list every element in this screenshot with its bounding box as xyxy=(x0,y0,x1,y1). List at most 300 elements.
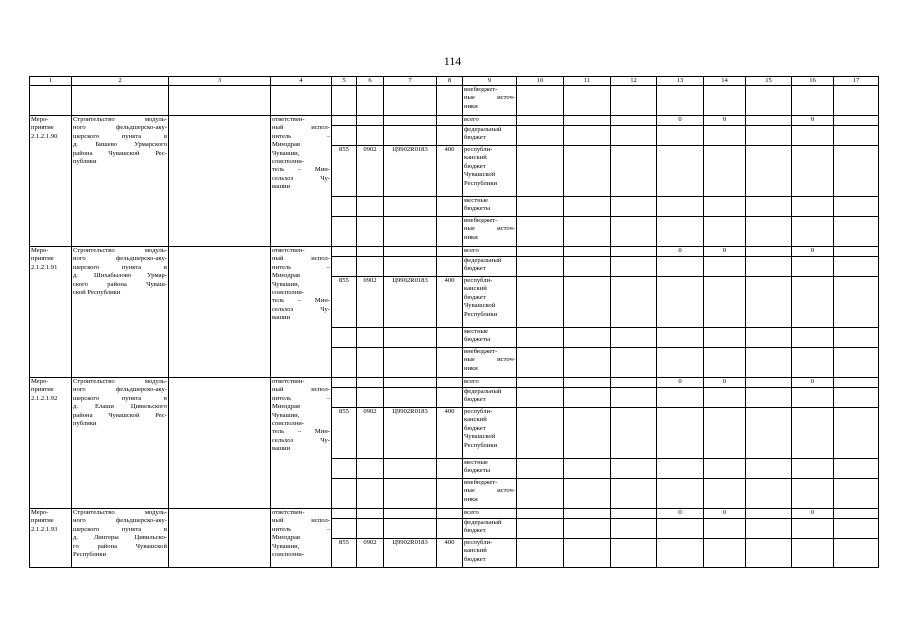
measure-name xyxy=(72,509,169,568)
col-header-5: 5 xyxy=(332,77,357,86)
text-line: внебюджет- xyxy=(464,479,498,486)
cell-empty xyxy=(746,328,792,348)
cell-empty xyxy=(746,116,792,126)
cell-empty xyxy=(611,479,657,509)
text-line: ответствен- xyxy=(272,378,305,385)
amount-col-13: 0 xyxy=(657,509,704,519)
funding-source-cell xyxy=(463,116,517,126)
cell-empty xyxy=(834,257,879,277)
text-line: ники xyxy=(464,233,478,241)
cell-empty xyxy=(332,509,357,519)
cell-empty xyxy=(834,348,879,378)
col-header-11: 11 xyxy=(564,77,611,86)
text-line: нитель – xyxy=(272,263,330,271)
text-line: шерского пункта в xyxy=(73,263,167,271)
cell-empty xyxy=(357,519,384,539)
text-line: шерского пункта в xyxy=(73,132,167,140)
cell-empty xyxy=(332,328,357,348)
cell-empty xyxy=(746,479,792,509)
cell-empty xyxy=(746,348,792,378)
cell-empty xyxy=(611,459,657,479)
funding-source-cell xyxy=(463,388,517,408)
text-line: бюджеты xyxy=(464,205,491,213)
cell-empty xyxy=(357,126,384,146)
text-line: Строительство модуль- xyxy=(73,509,167,516)
text-line: ники xyxy=(464,364,478,372)
text-line: всего xyxy=(464,378,479,385)
budget-code-c8: 400 xyxy=(437,277,463,328)
cell-empty xyxy=(611,146,657,197)
cell-empty xyxy=(657,197,704,217)
funding-source-cell xyxy=(463,519,517,539)
cell-empty xyxy=(517,378,564,388)
text-line: ные источ- xyxy=(464,487,515,495)
cell-empty xyxy=(792,459,834,479)
cell-empty xyxy=(792,348,834,378)
cell-empty xyxy=(834,146,879,197)
cell-empty xyxy=(792,539,834,568)
text-line: всего xyxy=(464,116,479,123)
text-line: ответствен- xyxy=(272,116,305,123)
text-line: внебюджет- xyxy=(464,348,498,355)
cell-empty xyxy=(332,519,357,539)
col-header-7: 7 xyxy=(384,77,437,86)
cell-empty xyxy=(657,257,704,277)
cell-empty xyxy=(834,408,879,459)
cell-empty xyxy=(437,519,463,539)
funding-source-cell xyxy=(463,348,517,378)
text-line: всего xyxy=(464,509,479,516)
cell-empty xyxy=(357,328,384,348)
cell-empty xyxy=(517,459,564,479)
text-line: республи- xyxy=(464,539,493,546)
cell-empty xyxy=(746,539,792,568)
cell-empty xyxy=(332,348,357,378)
cell-empty xyxy=(657,388,704,408)
text-line: нитель – xyxy=(272,394,330,402)
text-line: Чувашской xyxy=(464,171,496,179)
text-line: Чувашии, xyxy=(272,149,300,157)
cell-empty xyxy=(834,86,879,116)
cell-empty xyxy=(704,126,746,146)
cell-empty xyxy=(564,116,611,126)
cell-empty xyxy=(564,247,611,257)
measure-name xyxy=(72,247,169,378)
text-line: федеральный xyxy=(464,388,502,395)
cell-empty xyxy=(384,388,437,408)
text-line: канский xyxy=(464,416,487,424)
text-line: республи- xyxy=(464,146,493,153)
cell-empty xyxy=(704,86,746,116)
cell-empty xyxy=(792,408,834,459)
text-line: Строительство модуль- xyxy=(73,116,167,123)
cell-empty xyxy=(357,86,384,116)
cell-empty xyxy=(517,388,564,408)
cell-empty xyxy=(332,86,357,116)
text-line: го района Чувашской xyxy=(73,542,167,550)
cell-empty xyxy=(657,348,704,378)
cell-empty xyxy=(517,257,564,277)
measure-name xyxy=(72,378,169,509)
text-line: 2.1.2.1.93 xyxy=(31,525,58,533)
text-line: Минздрав xyxy=(272,272,301,280)
cell-empty xyxy=(357,197,384,217)
cell-empty xyxy=(746,459,792,479)
header-row xyxy=(30,77,879,86)
funding-source-cell xyxy=(463,459,517,479)
funding-source-cell xyxy=(463,197,517,217)
text-line: бюджет xyxy=(464,134,486,142)
budget-code-c5: 855 xyxy=(332,408,357,459)
text-line: шерского пункта в xyxy=(73,525,167,533)
cell-empty xyxy=(657,539,704,568)
text-line: канский xyxy=(464,285,487,293)
cell-empty xyxy=(611,257,657,277)
cell-empty xyxy=(564,459,611,479)
budget-code-c5: 855 xyxy=(332,146,357,197)
cell-empty xyxy=(517,277,564,328)
text-line: бюджет xyxy=(464,162,486,170)
budget-code-c7: Ц9902R0183 xyxy=(384,277,437,328)
cell-empty xyxy=(704,479,746,509)
cell-empty xyxy=(332,378,357,388)
budget-code-c6: 0902 xyxy=(357,539,384,568)
cell-empty xyxy=(746,388,792,408)
text-line: вашии xyxy=(272,314,291,322)
funding-source-cell xyxy=(463,247,517,257)
text-line: тель – Мин- xyxy=(272,166,330,174)
amount-col-14: 0 xyxy=(704,116,746,126)
cell-empty xyxy=(704,277,746,328)
cell-empty xyxy=(437,116,463,126)
funding-source-cell xyxy=(463,328,517,348)
measure-executor xyxy=(271,378,332,509)
cell-empty xyxy=(746,146,792,197)
text-line: д. Лингеры Цивильско- xyxy=(73,534,167,542)
cell-empty xyxy=(611,116,657,126)
text-line: Чувашии, xyxy=(272,411,300,419)
cell-empty xyxy=(437,217,463,247)
text-line: вашии xyxy=(272,445,291,453)
measure-name xyxy=(72,116,169,247)
text-line: сельхоз Чу- xyxy=(272,436,330,444)
cell-empty xyxy=(704,328,746,348)
col-header-8: 8 xyxy=(437,77,463,86)
cell-empty xyxy=(517,348,564,378)
amount-col-13: 0 xyxy=(657,116,704,126)
cell-empty xyxy=(437,378,463,388)
amount-col-16: 0 xyxy=(792,378,834,388)
cell-empty xyxy=(746,217,792,247)
cell-empty xyxy=(792,217,834,247)
text-line: бюджеты xyxy=(464,336,491,344)
cell-empty xyxy=(357,378,384,388)
col-header-17: 17 xyxy=(834,77,879,86)
text-line: республи- xyxy=(464,408,493,415)
cell-empty xyxy=(357,247,384,257)
cell-empty xyxy=(657,86,704,116)
cell-empty xyxy=(792,126,834,146)
cell-empty xyxy=(384,197,437,217)
text-line: д. Шихабылово Урмар- xyxy=(73,272,167,280)
cell-empty xyxy=(332,217,357,247)
cell-empty xyxy=(704,519,746,539)
cell-empty xyxy=(437,126,463,146)
cell-empty xyxy=(834,247,879,257)
col-header-10: 10 xyxy=(517,77,564,86)
text-line: ный испол- xyxy=(272,386,330,394)
measure-executor xyxy=(271,116,332,247)
cell-empty xyxy=(437,328,463,348)
cell-empty xyxy=(657,328,704,348)
measure-executor xyxy=(271,247,332,378)
text-line: нитель – xyxy=(272,132,330,140)
text-line: приятие xyxy=(31,386,54,394)
text-line: д. Бишево Урмарского xyxy=(73,141,167,149)
amount-col-14: 0 xyxy=(704,247,746,257)
cell-empty xyxy=(564,479,611,509)
text-line: вашии xyxy=(272,183,291,191)
funding-source-cell xyxy=(463,257,517,277)
cell-empty xyxy=(169,86,271,116)
text-line: Строительство модуль- xyxy=(73,378,167,385)
cell-empty xyxy=(792,86,834,116)
cell-empty xyxy=(384,86,437,116)
text-line: сельхоз Чу- xyxy=(272,174,330,182)
col-header-2: 2 xyxy=(72,77,169,86)
cell-empty xyxy=(517,479,564,509)
cell-empty xyxy=(564,277,611,328)
text-line: ники xyxy=(464,102,478,110)
text-line: приятие xyxy=(31,255,54,263)
cell-empty xyxy=(704,348,746,378)
cell-empty xyxy=(611,539,657,568)
cell-empty xyxy=(517,408,564,459)
col-header-9: 9 xyxy=(463,77,517,86)
cell-empty xyxy=(437,509,463,519)
col-header-1: 1 xyxy=(30,77,72,86)
cell-empty xyxy=(332,116,357,126)
col-header-12: 12 xyxy=(611,77,657,86)
text-line: соисполни- xyxy=(272,551,304,559)
text-line: тель – Мин- xyxy=(272,297,330,305)
text-line: публики xyxy=(73,420,97,428)
cell-empty xyxy=(384,328,437,348)
cell-empty xyxy=(704,217,746,247)
text-line: канский xyxy=(464,154,487,162)
cell-empty xyxy=(169,509,271,568)
cell-empty xyxy=(564,408,611,459)
text-line: ного фельдшерско-аку- xyxy=(73,255,167,263)
cell-empty xyxy=(564,509,611,519)
text-line: Чувашии, xyxy=(272,280,300,288)
cell-empty xyxy=(611,277,657,328)
measure-id xyxy=(30,247,72,378)
cell-empty xyxy=(384,519,437,539)
text-line: тель – Мин- xyxy=(272,428,330,436)
cell-empty xyxy=(834,539,879,568)
text-line: ской Республики xyxy=(73,289,121,297)
text-line: бюджет xyxy=(464,424,486,432)
col-header-16: 16 xyxy=(792,77,834,86)
text-line: района Чувашской Рес- xyxy=(73,411,167,419)
cell-empty xyxy=(564,217,611,247)
cell-empty xyxy=(611,247,657,257)
text-line: ного фельдшерско-аку- xyxy=(73,386,167,394)
text-line: ные источ- xyxy=(464,94,515,102)
budget-code-c7: Ц9902R0183 xyxy=(384,539,437,568)
cell-empty xyxy=(611,408,657,459)
text-line: 2.1.2.1.90 xyxy=(31,132,58,140)
text-line: внебюджет- xyxy=(464,217,498,224)
cell-empty xyxy=(437,257,463,277)
budget-code-c7: Ц9902R0183 xyxy=(384,146,437,197)
cell-empty xyxy=(517,509,564,519)
cell-empty xyxy=(792,479,834,509)
budget-code-c5: 855 xyxy=(332,277,357,328)
text-line: 2.1.2.1.92 xyxy=(31,394,58,402)
cell-empty xyxy=(657,217,704,247)
cell-empty xyxy=(384,348,437,378)
budget-code-c6: 0902 xyxy=(357,408,384,459)
text-line: канский xyxy=(464,547,487,555)
cell-empty xyxy=(564,86,611,116)
cell-empty xyxy=(611,519,657,539)
text-line: соисполни- xyxy=(272,289,304,297)
text-line: Чувашской xyxy=(464,433,496,441)
text-line: бюджет xyxy=(464,555,486,563)
cell-empty xyxy=(704,388,746,408)
col-header-3: 3 xyxy=(169,77,271,86)
cell-empty xyxy=(611,378,657,388)
col-header-14: 14 xyxy=(704,77,746,86)
cell-empty xyxy=(384,257,437,277)
cell-empty xyxy=(384,459,437,479)
cell-empty xyxy=(72,86,169,116)
amount-col-14: 0 xyxy=(704,378,746,388)
cell-empty xyxy=(746,408,792,459)
cell-empty xyxy=(564,348,611,378)
text-line: ный испол- xyxy=(272,517,330,525)
cell-empty xyxy=(332,459,357,479)
cell-empty xyxy=(792,146,834,197)
cell-empty xyxy=(657,146,704,197)
cell-empty xyxy=(746,197,792,217)
cell-empty xyxy=(834,126,879,146)
cell-empty xyxy=(704,459,746,479)
text-line: бюджеты xyxy=(464,467,491,475)
funding-source-cell xyxy=(463,126,517,146)
amount-col-13: 0 xyxy=(657,378,704,388)
text-line: бюджет xyxy=(464,265,486,273)
budget-code-c7: Ц9902R0183 xyxy=(384,408,437,459)
funding-source-cell xyxy=(463,479,517,509)
text-line: республи- xyxy=(464,277,493,284)
text-line: Республики xyxy=(464,441,498,449)
text-line: соисполни- xyxy=(272,158,304,166)
cell-empty xyxy=(792,519,834,539)
text-line: нитель – xyxy=(272,525,330,533)
text-line: приятие xyxy=(31,124,54,132)
cell-empty xyxy=(357,257,384,277)
cell-empty xyxy=(657,277,704,328)
page-number: 114 xyxy=(443,54,462,68)
cell-empty xyxy=(746,277,792,328)
amount-col-16: 0 xyxy=(792,116,834,126)
cell-empty xyxy=(792,257,834,277)
text-line: всего xyxy=(464,247,479,254)
cell-empty xyxy=(437,388,463,408)
cell-empty xyxy=(792,197,834,217)
text-line: ные источ- xyxy=(464,225,515,233)
text-line: 2.1.2.1.91 xyxy=(31,263,58,271)
cell-empty xyxy=(657,519,704,539)
funding-source-cell xyxy=(463,146,517,197)
cell-empty xyxy=(704,257,746,277)
cell-empty xyxy=(357,348,384,378)
cell-empty xyxy=(834,328,879,348)
cell-empty xyxy=(564,378,611,388)
funding-source-cell xyxy=(463,217,517,247)
cell-empty xyxy=(169,116,271,247)
cell-empty xyxy=(169,378,271,509)
cell-empty xyxy=(357,116,384,126)
cell-empty xyxy=(611,197,657,217)
text-line: Минздрав xyxy=(272,534,301,542)
text-line: местные xyxy=(464,328,488,335)
cell-empty xyxy=(746,257,792,277)
text-line: Минздрав xyxy=(272,403,301,411)
cell-empty xyxy=(746,126,792,146)
cell-empty xyxy=(746,519,792,539)
measure-id xyxy=(30,116,72,247)
cell-empty xyxy=(517,519,564,539)
budget-code-c8: 400 xyxy=(437,539,463,568)
cell-empty xyxy=(746,86,792,116)
text-line: соисполни- xyxy=(272,420,304,428)
text-line: д. Елаши Цивильского xyxy=(73,403,167,411)
amount-col-16: 0 xyxy=(792,247,834,257)
text-line: Республики xyxy=(464,179,498,187)
text-line: федеральный xyxy=(464,126,502,133)
cell-empty xyxy=(792,388,834,408)
budget-code-c5: 855 xyxy=(332,539,357,568)
cell-empty xyxy=(704,539,746,568)
amount-col-16: 0 xyxy=(792,509,834,519)
cell-empty xyxy=(564,146,611,197)
cell-empty xyxy=(611,509,657,519)
text-line: Меро- xyxy=(31,509,49,516)
text-line: приятие xyxy=(31,517,54,525)
text-line: ный испол- xyxy=(272,255,330,263)
cell-empty xyxy=(517,116,564,126)
cell-empty xyxy=(746,247,792,257)
cell-empty xyxy=(704,197,746,217)
text-line: шерского пункта в xyxy=(73,394,167,402)
cell-empty xyxy=(332,479,357,509)
cell-empty xyxy=(357,459,384,479)
cell-empty xyxy=(834,217,879,247)
cell-empty xyxy=(611,328,657,348)
text-line: ники xyxy=(464,495,478,503)
cell-empty xyxy=(357,217,384,247)
text-line: местные xyxy=(464,459,488,466)
cell-empty xyxy=(611,217,657,247)
col-header-15: 15 xyxy=(746,77,792,86)
col-header-6: 6 xyxy=(357,77,384,86)
table-row-fragment xyxy=(30,86,879,116)
funding-source-cell xyxy=(463,378,517,388)
